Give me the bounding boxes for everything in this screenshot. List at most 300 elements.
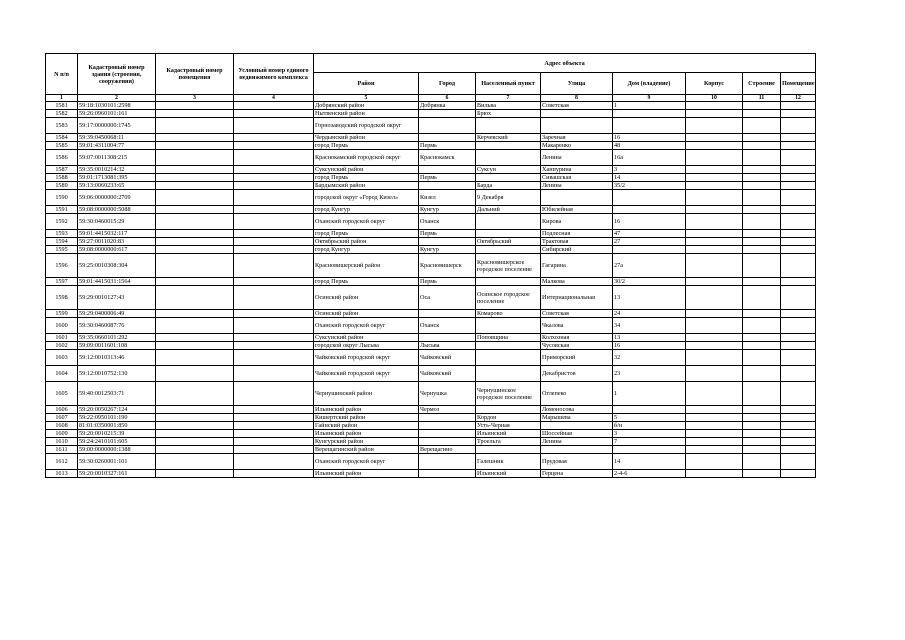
cadastral-number-cell: 59:40:0012503:71	[78, 382, 156, 406]
room-cell	[781, 454, 816, 470]
complex-number-cell	[234, 230, 314, 238]
house-cell: 34	[613, 318, 686, 334]
complex-number-cell	[234, 446, 314, 454]
street-cell: Интернациональная	[541, 286, 613, 310]
table-row	[46, 238, 816, 246]
locality-cell: Усть-Черная	[476, 422, 541, 430]
room-cell	[781, 174, 816, 182]
street-cell	[541, 110, 613, 118]
complex-number-cell	[234, 310, 314, 318]
street-cell: Декабристов	[541, 366, 613, 382]
cadastral-number-cell: 59:07:0011308:215	[78, 150, 156, 166]
cadastral-number-cell: 59:25:0010308:304	[78, 254, 156, 278]
city-cell	[419, 438, 476, 446]
district-cell: Суксунский район	[314, 334, 419, 342]
structure-cell	[743, 246, 781, 254]
cadastral-number-cell: 59:13:0060233:65	[78, 182, 156, 190]
locality-cell: Барда	[476, 182, 541, 190]
premises-cadastral-cell	[156, 334, 234, 342]
street-cell: Подлесная	[541, 230, 613, 238]
complex-number-cell	[234, 454, 314, 470]
locality-cell: Чернушинское городское поселение	[476, 382, 541, 406]
row-number-cell: 1598	[46, 286, 78, 310]
building-cell	[686, 142, 743, 150]
table-row	[46, 110, 816, 118]
row-number-cell: 1583	[46, 118, 78, 134]
cadastral-number-cell: 59:29:0400006:49	[78, 310, 156, 318]
table-row	[46, 102, 816, 110]
district-cell: город Кунгур	[314, 206, 419, 214]
complex-number-cell	[234, 366, 314, 382]
street-cell	[541, 190, 613, 206]
structure-cell	[743, 254, 781, 278]
room-cell	[781, 438, 816, 446]
house-cell: 16а	[613, 150, 686, 166]
street-cell: Оглепеко	[541, 382, 613, 406]
city-cell	[419, 430, 476, 438]
building-cell	[686, 118, 743, 134]
table-row	[46, 142, 816, 150]
complex-number-cell	[234, 174, 314, 182]
premises-cadastral-cell	[156, 166, 234, 174]
complex-number-cell	[234, 342, 314, 350]
locality-cell: Октябрьский	[476, 238, 541, 246]
cadastral-number-cell: 81:01:0350001:850	[78, 422, 156, 430]
house-cell: 27	[613, 238, 686, 246]
building-cell	[686, 342, 743, 350]
house-cell	[613, 446, 686, 454]
row-number-cell: 1613	[46, 470, 78, 478]
locality-cell: Керчевский	[476, 134, 541, 142]
room-cell	[781, 102, 816, 110]
structure-cell	[743, 286, 781, 310]
document-page	[45, 53, 815, 478]
district-cell: город Пермь	[314, 142, 419, 150]
structure-cell	[743, 230, 781, 238]
complex-number-cell	[234, 406, 314, 414]
building-cell	[686, 230, 743, 238]
locality-cell	[476, 214, 541, 230]
street-cell: Чусовская	[541, 342, 613, 350]
premises-cadastral-cell	[156, 446, 234, 454]
building-cell	[686, 206, 743, 214]
table-row	[46, 182, 816, 190]
street-cell: Советская	[541, 310, 613, 318]
room-cell	[781, 230, 816, 238]
building-cell	[686, 102, 743, 110]
building-cell	[686, 166, 743, 174]
row-number-cell: 1610	[46, 438, 78, 446]
premises-cadastral-cell	[156, 454, 234, 470]
premises-cadastral-cell	[156, 366, 234, 382]
building-cell	[686, 406, 743, 414]
col-header-city: Город	[419, 73, 476, 95]
table-row	[46, 454, 816, 470]
city-cell	[419, 182, 476, 190]
district-cell: Оханский городской округ	[314, 454, 419, 470]
locality-cell	[476, 230, 541, 238]
building-cell	[686, 366, 743, 382]
building-cell	[686, 446, 743, 454]
premises-cadastral-cell	[156, 430, 234, 438]
room-cell	[781, 134, 816, 142]
locality-cell: Комарово	[476, 310, 541, 318]
complex-number-cell	[234, 238, 314, 246]
table-body	[46, 102, 816, 478]
street-cell: Сибирский	[541, 246, 613, 254]
city-cell: Пермь	[419, 174, 476, 182]
structure-cell	[743, 118, 781, 134]
building-cell	[686, 214, 743, 230]
building-cell	[686, 438, 743, 446]
structure-cell	[743, 278, 781, 286]
house-cell	[613, 406, 686, 414]
row-number-cell: 1606	[46, 406, 78, 414]
premises-cadastral-cell	[156, 134, 234, 142]
structure-cell	[743, 318, 781, 334]
house-cell: 16	[613, 214, 686, 230]
district-cell: Кишертский район	[314, 414, 419, 422]
table-row	[46, 214, 816, 230]
house-cell	[613, 110, 686, 118]
room-cell	[781, 422, 816, 430]
house-cell	[613, 206, 686, 214]
structure-cell	[743, 342, 781, 350]
street-cell: Чкалова	[541, 318, 613, 334]
city-cell: Красновишерск	[419, 254, 476, 278]
row-number-cell: 1603	[46, 350, 78, 366]
row-number-cell: 1589	[46, 182, 78, 190]
col-header-street: Улица	[541, 73, 613, 95]
city-cell	[419, 470, 476, 478]
room-cell	[781, 310, 816, 318]
house-cell: 16	[613, 342, 686, 350]
city-cell	[419, 454, 476, 470]
district-cell: Октябрьский район	[314, 238, 419, 246]
premises-cadastral-cell	[156, 422, 234, 430]
table-row	[46, 286, 816, 310]
house-cell: 2-4-6	[613, 470, 686, 478]
cadastral-number-cell: 59:01:1713081:395	[78, 174, 156, 182]
row-number-cell: 1611	[46, 446, 78, 454]
structure-cell	[743, 134, 781, 142]
premises-cadastral-cell	[156, 318, 234, 334]
room-cell	[781, 382, 816, 406]
cadastral-number-cell: 59:06:0000000:2709	[78, 190, 156, 206]
complex-number-cell	[234, 278, 314, 286]
locality-cell	[476, 150, 541, 166]
cadastral-number-cell: 59:30:0260001:101	[78, 454, 156, 470]
locality-cell: Поповщина	[476, 334, 541, 342]
table-row	[46, 278, 816, 286]
col-header-house: Дом (владение)	[613, 73, 686, 95]
locality-cell	[476, 366, 541, 382]
row-number-cell: 1582	[46, 110, 78, 118]
table-row	[46, 406, 816, 414]
building-cell	[686, 310, 743, 318]
complex-number-cell	[234, 422, 314, 430]
district-cell: Суксунский район	[314, 166, 419, 174]
premises-cadastral-cell	[156, 150, 234, 166]
col-header-complex-num: Условный номер единого недвижимого комплекса	[234, 54, 314, 95]
district-cell: город Пермь	[314, 174, 419, 182]
structure-cell	[743, 310, 781, 318]
row-number-cell: 1588	[46, 174, 78, 182]
street-cell: Ленина	[541, 182, 613, 190]
house-cell: 27а	[613, 254, 686, 278]
row-number-cell: 1596	[46, 254, 78, 278]
house-cell: 14	[613, 454, 686, 470]
street-cell: Колхозная	[541, 334, 613, 342]
column-number-cell: 5	[314, 95, 419, 102]
structure-cell	[743, 334, 781, 342]
district-cell: Оханский городской округ	[314, 214, 419, 230]
district-cell: город Пермь	[314, 278, 419, 286]
house-cell: 48	[613, 142, 686, 150]
room-cell	[781, 470, 816, 478]
room-cell	[781, 142, 816, 150]
column-number-cell: 3	[156, 95, 234, 102]
structure-cell	[743, 470, 781, 478]
row-number-cell: 1592	[46, 214, 78, 230]
building-cell	[686, 254, 743, 278]
column-number-cell: 7	[476, 95, 541, 102]
room-cell	[781, 342, 816, 350]
city-cell: Чермоз	[419, 406, 476, 414]
room-cell	[781, 238, 816, 246]
street-cell: Марышева	[541, 414, 613, 422]
district-cell: Ильинский район	[314, 430, 419, 438]
row-number-cell: 1604	[46, 366, 78, 382]
complex-number-cell	[234, 350, 314, 366]
room-cell	[781, 166, 816, 174]
room-cell	[781, 206, 816, 214]
table-row	[46, 150, 816, 166]
house-cell: 3	[613, 430, 686, 438]
district-cell: Бардымский район	[314, 182, 419, 190]
col-header-district: Район	[314, 73, 419, 95]
street-cell: Кирова	[541, 214, 613, 230]
premises-cadastral-cell	[156, 182, 234, 190]
building-cell	[686, 190, 743, 206]
premises-cadastral-cell	[156, 246, 234, 254]
district-cell: Осинский район	[314, 310, 419, 318]
table-row	[46, 430, 816, 438]
col-header-num: N п/п	[46, 54, 78, 95]
locality-cell	[476, 278, 541, 286]
house-cell: 35/2	[613, 182, 686, 190]
district-cell: Ильинский район	[314, 406, 419, 414]
table-row	[46, 422, 816, 430]
house-cell: 16	[613, 134, 686, 142]
row-number-cell: 1612	[46, 454, 78, 470]
house-cell: 24	[613, 310, 686, 318]
column-number-cell: 4	[234, 95, 314, 102]
complex-number-cell	[234, 214, 314, 230]
table-row	[46, 342, 816, 350]
premises-cadastral-cell	[156, 310, 234, 318]
room-cell	[781, 318, 816, 334]
table-row	[46, 118, 816, 134]
complex-number-cell	[234, 246, 314, 254]
row-number-cell: 1591	[46, 206, 78, 214]
locality-cell: Суксун	[476, 166, 541, 174]
table-row	[46, 166, 816, 174]
cadastral-number-cell: 59:20:0010327:161	[78, 470, 156, 478]
row-number-cell: 1595	[46, 246, 78, 254]
room-cell	[781, 254, 816, 278]
locality-cell: Осинское городское поселение	[476, 286, 541, 310]
table-row	[46, 318, 816, 334]
locality-cell	[476, 406, 541, 414]
city-cell	[419, 134, 476, 142]
district-cell: Краснокамский городской округ	[314, 150, 419, 166]
premises-cadastral-cell	[156, 382, 234, 406]
structure-cell	[743, 206, 781, 214]
premises-cadastral-cell	[156, 190, 234, 206]
room-cell	[781, 150, 816, 166]
structure-cell	[743, 142, 781, 150]
table-row	[46, 206, 816, 214]
city-cell: Оханск	[419, 214, 476, 230]
room-cell	[781, 118, 816, 134]
column-number-cell: 2	[78, 95, 156, 102]
building-cell	[686, 454, 743, 470]
column-number-row	[46, 95, 816, 102]
building-cell	[686, 134, 743, 142]
row-number-cell: 1601	[46, 334, 78, 342]
structure-cell	[743, 182, 781, 190]
cadastral-number-cell: 59:08:0000000:617	[78, 246, 156, 254]
objects-table	[45, 53, 816, 478]
locality-cell	[476, 318, 541, 334]
room-cell	[781, 414, 816, 422]
premises-cadastral-cell	[156, 438, 234, 446]
city-cell: Кунгур	[419, 246, 476, 254]
structure-cell	[743, 102, 781, 110]
district-cell: Чердынский район	[314, 134, 419, 142]
table-row	[46, 382, 816, 406]
city-cell: Оса	[419, 286, 476, 310]
complex-number-cell	[234, 118, 314, 134]
district-cell: городской округ Лысьва	[314, 342, 419, 350]
city-cell: Кизел	[419, 190, 476, 206]
structure-cell	[743, 414, 781, 422]
premises-cadastral-cell	[156, 174, 234, 182]
building-cell	[686, 238, 743, 246]
premises-cadastral-cell	[156, 238, 234, 246]
district-cell: Гайнский район	[314, 422, 419, 430]
table-row	[46, 310, 816, 318]
complex-number-cell	[234, 318, 314, 334]
cadastral-number-cell: 59:24:2410101:605	[78, 438, 156, 446]
complex-number-cell	[234, 414, 314, 422]
row-number-cell: 1609	[46, 430, 78, 438]
house-cell: б/н	[613, 422, 686, 430]
building-cell	[686, 174, 743, 182]
city-cell: Оханск	[419, 318, 476, 334]
row-number-cell: 1607	[46, 414, 78, 422]
house-cell: 3	[613, 166, 686, 174]
premises-cadastral-cell	[156, 214, 234, 230]
premises-cadastral-cell	[156, 350, 234, 366]
table-row	[46, 174, 816, 182]
locality-cell: Ильинский	[476, 430, 541, 438]
cadastral-number-cell: 59:22:0950101:190	[78, 414, 156, 422]
street-cell: Ломоносова	[541, 406, 613, 414]
street-cell: Заречная	[541, 134, 613, 142]
house-cell	[613, 190, 686, 206]
column-number-cell: 12	[781, 95, 816, 102]
premises-cadastral-cell	[156, 254, 234, 278]
locality-cell: Кордон	[476, 414, 541, 422]
street-cell	[541, 118, 613, 134]
district-cell: Осинский район	[314, 286, 419, 310]
city-cell: Чайковский	[419, 350, 476, 366]
locality-cell: Красновишерское городское поселение	[476, 254, 541, 278]
room-cell	[781, 278, 816, 286]
complex-number-cell	[234, 142, 314, 150]
premises-cadastral-cell	[156, 278, 234, 286]
locality-cell: Вильва	[476, 102, 541, 110]
city-cell: Добрянка	[419, 102, 476, 110]
premises-cadastral-cell	[156, 142, 234, 150]
locality-cell	[476, 174, 541, 182]
table-row	[46, 230, 816, 238]
complex-number-cell	[234, 182, 314, 190]
cadastral-number-cell: 59:08:0000000:5088	[78, 206, 156, 214]
building-cell	[686, 278, 743, 286]
complex-number-cell	[234, 430, 314, 438]
locality-cell: Троельга	[476, 438, 541, 446]
cadastral-number-cell: 59:26:0960101:161	[78, 110, 156, 118]
district-cell: Чернушинский район	[314, 382, 419, 406]
district-cell: Нытвенский район	[314, 110, 419, 118]
row-number-cell: 1594	[46, 238, 78, 246]
room-cell	[781, 110, 816, 118]
street-cell: Трактовая	[541, 238, 613, 246]
house-cell: 7	[613, 438, 686, 446]
complex-number-cell	[234, 254, 314, 278]
row-number-cell: 1584	[46, 134, 78, 142]
city-cell	[419, 238, 476, 246]
cadastral-number-cell: 59:12:0010752:130	[78, 366, 156, 382]
street-cell: Шоссейная	[541, 430, 613, 438]
street-cell: Ленина	[541, 438, 613, 446]
room-cell	[781, 446, 816, 454]
house-cell: 1	[613, 382, 686, 406]
row-number-cell: 1581	[46, 102, 78, 110]
locality-cell: Брюх	[476, 110, 541, 118]
structure-cell	[743, 190, 781, 206]
premises-cadastral-cell	[156, 118, 234, 134]
col-header-structure: Строение	[743, 73, 781, 95]
city-cell: Пермь	[419, 278, 476, 286]
locality-cell: Ильинский	[476, 470, 541, 478]
cadastral-number-cell: 59:27:0011020:83	[78, 238, 156, 246]
column-number-cell: 9	[613, 95, 686, 102]
house-cell	[613, 118, 686, 134]
complex-number-cell	[234, 190, 314, 206]
column-number-cell: 8	[541, 95, 613, 102]
city-cell	[419, 310, 476, 318]
complex-number-cell	[234, 382, 314, 406]
structure-cell	[743, 454, 781, 470]
street-cell: Ханпурина	[541, 166, 613, 174]
building-cell	[686, 470, 743, 478]
complex-number-cell	[234, 206, 314, 214]
premises-cadastral-cell	[156, 414, 234, 422]
